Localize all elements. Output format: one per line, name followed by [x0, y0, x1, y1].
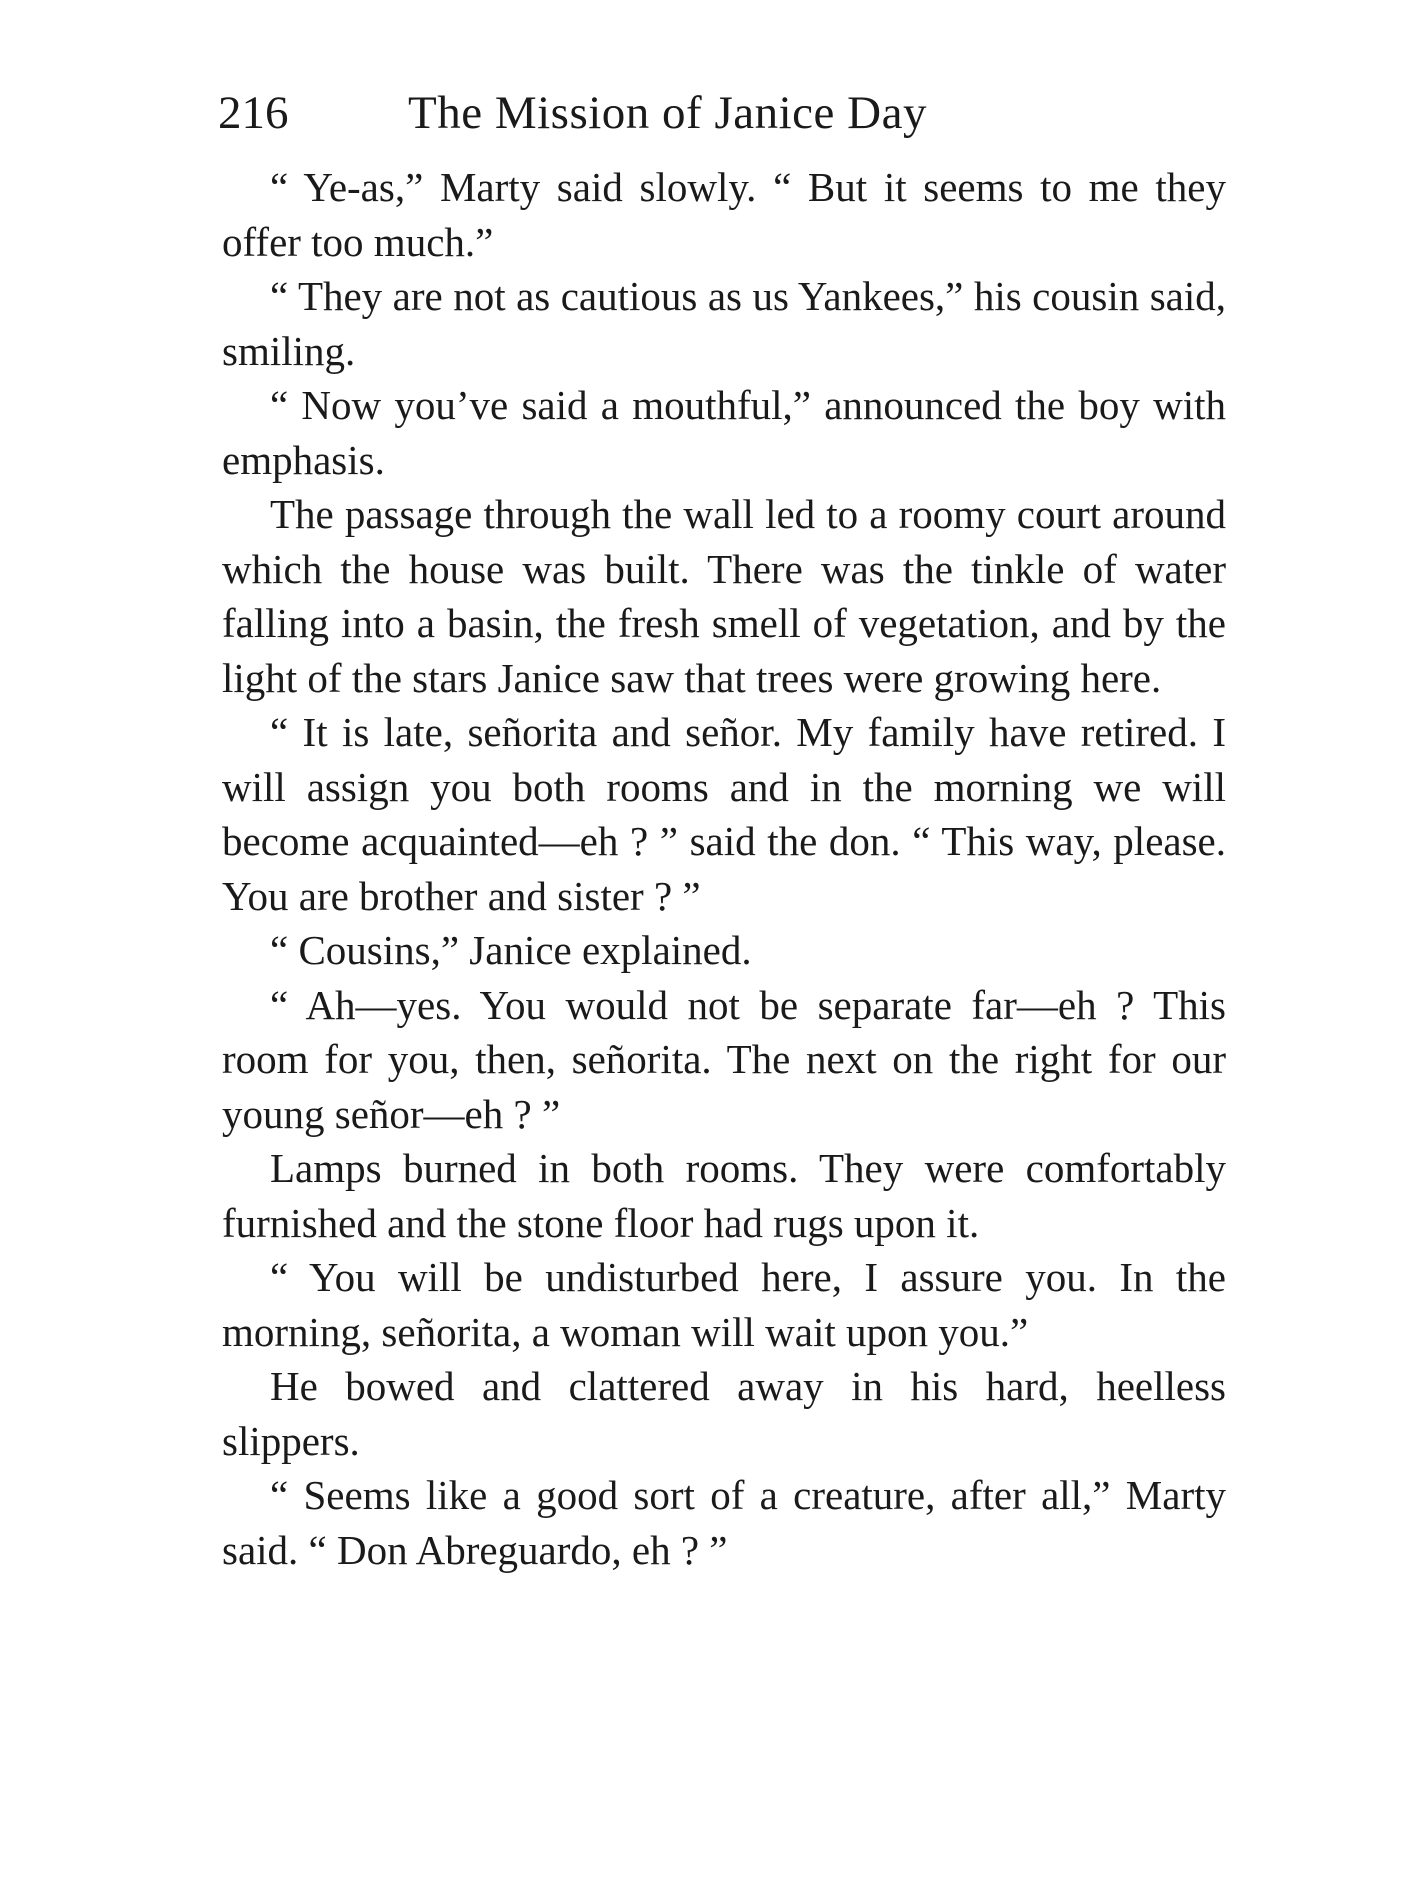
paragraph: “ Cousins,” Janice explained. [270, 927, 752, 973]
body-text [222, 160, 1226, 1577]
paragraph: “ You will be undisturbed here, I assure you. In the morning, señorita, a woman will wait upon you.” [222, 1254, 1226, 1355]
page-number: 216 [218, 87, 289, 139]
page-header [218, 78, 1228, 148]
paragraph: “ Ye-as,” Marty said slowly. “ But it seems to me they offer too much.” [222, 164, 1226, 265]
paragraph: The passage through the wall led to a roomy court around which the house was built. There was the tinkle of water falling into a basin, the fresh smell of vegetation, and by the light of the stars Janice saw that trees were growing here. [222, 491, 1226, 701]
paragraph: “ They are not as cautious as us Yankees,” his cousin said, smiling. [222, 273, 1226, 374]
paragraph: “ Now you’ve said a mouthful,” announced the boy with emphasis. [222, 382, 1226, 483]
paragraph: “ It is late, señorita and señor. My family have retired. I will assign you both rooms and in the morning we will become acquainted—eh ? ” said the don. “ This way, please. You are brother and sister ? ” [222, 709, 1226, 919]
paragraph: “ Ah—yes. You would not be separate far—eh ? This room for you, then, señorita. The next on the right for our young señor—eh ? ” [222, 981, 1226, 1137]
paragraph: He bowed and clattered away in his hard, heelless slippers. [222, 1363, 1226, 1464]
running-title: The Mission of Janice Day [408, 87, 927, 139]
paragraph: Lamps burned in both rooms. They were comfortably furnished and the stone floor had rugs upon it. [222, 1145, 1226, 1246]
paragraph: “ Seems like a good sort of a creature, after all,” Marty said. “ Don Abreguardo, eh ? ” [222, 1472, 1226, 1573]
